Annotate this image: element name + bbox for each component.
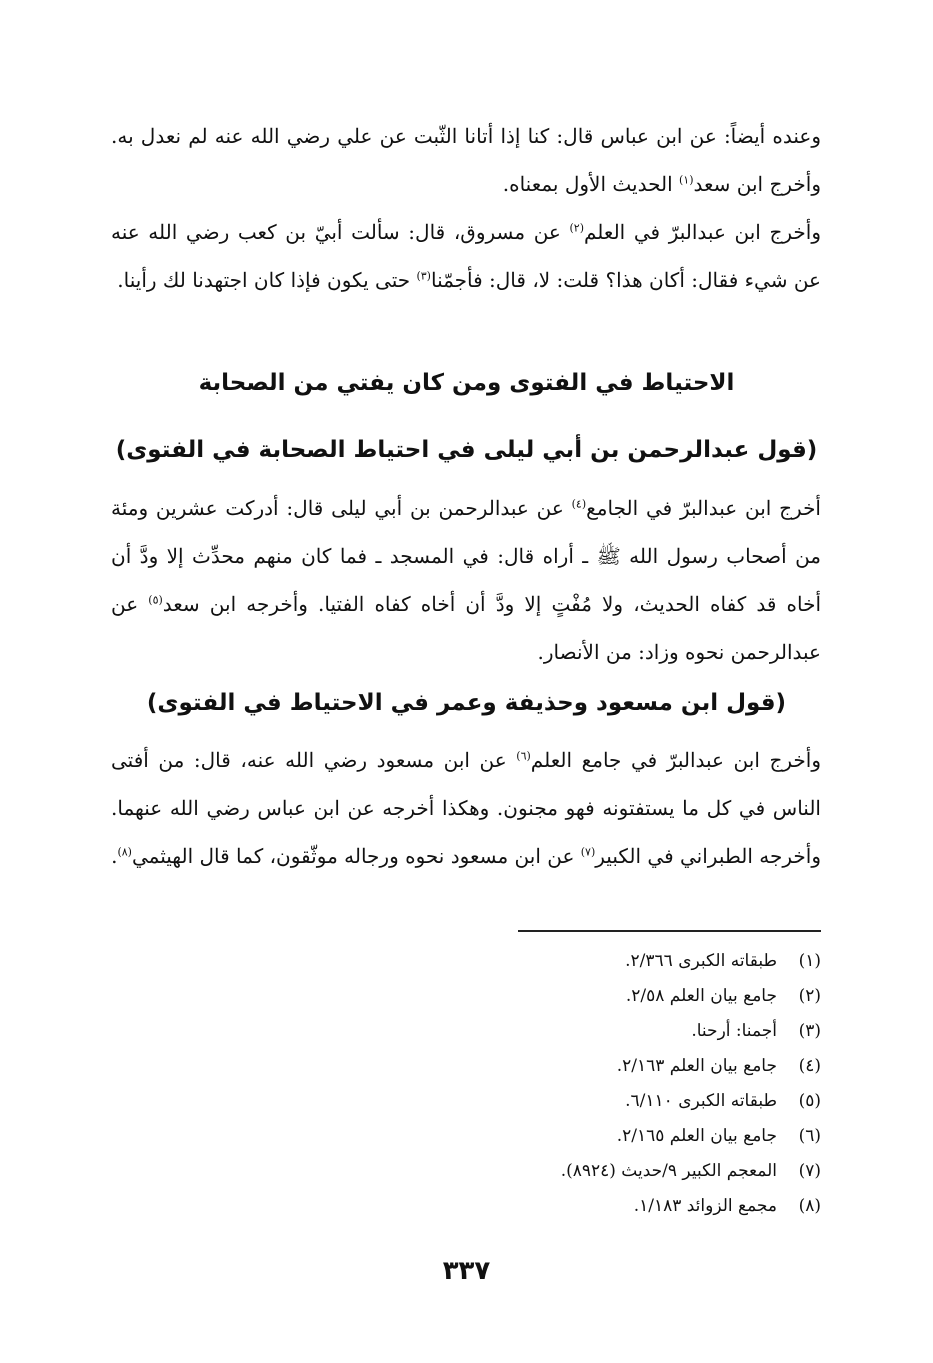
- paragraph-text: حتى يكون فإذا كان اجتهدنا لك رأينا.: [117, 268, 417, 292]
- footnote-number: (٨): [798, 1196, 821, 1216]
- page-number: ٣٣٧: [442, 1256, 491, 1286]
- paragraph-text: الحديث الأول بمعناه.: [502, 172, 679, 196]
- footnote-number: (٧): [798, 1161, 821, 1181]
- footnote-number: (١): [798, 951, 821, 971]
- footnote-item: [321, 1189, 821, 1224]
- paragraph-ibn-abi-layla: [111, 484, 821, 676]
- footnote-text: مجمع الزوائد ١/١٨٣.: [633, 1196, 777, 1216]
- footnote-text: طبقاته الكبرى ٢/٣٦٦.: [625, 951, 777, 971]
- paragraph-ibn-masud: [111, 736, 821, 880]
- footnote-item: [321, 1154, 821, 1189]
- footnote-item: [321, 979, 821, 1014]
- paragraph-text: عن ابن مسعود نحوه ورجاله موثّقون، كما قال الهيثمي: [131, 844, 581, 868]
- paragraph-ibn-abbas: [111, 112, 821, 208]
- subsection-heading-ibn-abi-layla: (قول عبدالرحمن بن أبي ليلى في احتياط الصحابة في الفتوى): [115, 437, 818, 463]
- subsection-heading-ibn-masud: (قول ابن مسعود وحذيفة وعمر في الاحتياط في الفتوى): [146, 690, 787, 716]
- footnote-marker-8[interactable]: (٨): [117, 845, 132, 859]
- paragraph-text: عن مسروق، قال: سألت أبيّ بن كعب رضي الله عنه عن شيء فقال: أكان هذا؟ قلت: لا، قال: فأجمّنا: [111, 220, 821, 292]
- footnote-number: (٢): [798, 986, 821, 1006]
- paragraph-text: وأخرج ابن عبدالبرّ في العلم: [584, 220, 821, 244]
- footnote-marker-7[interactable]: (٧): [580, 845, 596, 859]
- footnote-text: جامع بيان العلم ٢/١٦٣.: [616, 1056, 777, 1076]
- paragraph-text: أخرج ابن عبدالبرّ في الجامع: [586, 496, 821, 520]
- footnote-marker-1[interactable]: (١): [678, 173, 694, 187]
- footnote-item: [321, 1014, 821, 1049]
- paragraph-text: وأخرج ابن عبدالبرّ في جامع العلم: [530, 748, 821, 772]
- footnote-number: (٤): [798, 1056, 821, 1076]
- footnote-item: [321, 1119, 821, 1154]
- footnote-marker-5[interactable]: (٥): [148, 593, 163, 607]
- footnote-item: [321, 1084, 821, 1119]
- footnote-divider: [518, 930, 821, 932]
- footnote-marker-4[interactable]: (٤): [571, 497, 587, 511]
- footnote-text: أجمنا: أرحنا.: [691, 1021, 777, 1041]
- footnote-text: جامع بيان العلم ٢/٥٨.: [625, 986, 777, 1006]
- footnote-number: (٦): [798, 1126, 821, 1146]
- paragraph-text: عن ابن مسعود رضي الله عنه، قال: من أفتى الناس في كل ما يستفتونه فهو مجنون. وهكذا أخرجه عن ابن عباس رضي الله عنهما. وأخرجه الطبراني في الكبير: [111, 748, 821, 868]
- footnote-marker-6[interactable]: (٦): [516, 749, 531, 763]
- footnote-text: المعجم الكبير ٩/حديث (٨٩٢٤).: [560, 1161, 777, 1181]
- footnote-number: (٣): [798, 1021, 821, 1041]
- footnote-marker-2[interactable]: (٢): [569, 221, 584, 235]
- footnote-item: [321, 1049, 821, 1084]
- paragraph-text: عن عبدالرحمن بن أبي ليلى قال: أدركت عشرين ومئة من أصحاب رسول الله ﷺ ـ أراه قال: في المسجد ـ فما كان منهم محدِّث إلا ودَّ أن أخاه قد كفاه الحديث، ولا مُفْتٍ إلا ودَّ أن أخاه كفاه الفتيا. وأخرجه ابن سعد: [111, 496, 821, 616]
- paragraph-text: .: [111, 844, 118, 868]
- section-heading: الاحتياط في الفتوى ومن كان يفتي من الصحابة: [198, 370, 735, 396]
- paragraph-masruq: [111, 208, 821, 304]
- footnote-marker-3[interactable]: (٣): [416, 269, 431, 283]
- paragraph-text: عن عبدالرحمن نحوه وزاد: من الأنصار.: [111, 592, 821, 664]
- paragraph-text: وعنده أيضاً: عن ابن عباس قال: كنا إذا أتانا الثّبت عن علي رضي الله عنه لم نعدل به. وأخرج ابن سعد: [111, 124, 821, 196]
- footnote-text: طبقاته الكبرى ٦/١١٠.: [625, 1091, 777, 1111]
- footnote-text: جامع بيان العلم ٢/١٦٥.: [616, 1126, 777, 1146]
- footnote-number: (٥): [798, 1091, 821, 1111]
- footnotes-list: [321, 944, 821, 1224]
- footnote-item: [321, 944, 821, 979]
